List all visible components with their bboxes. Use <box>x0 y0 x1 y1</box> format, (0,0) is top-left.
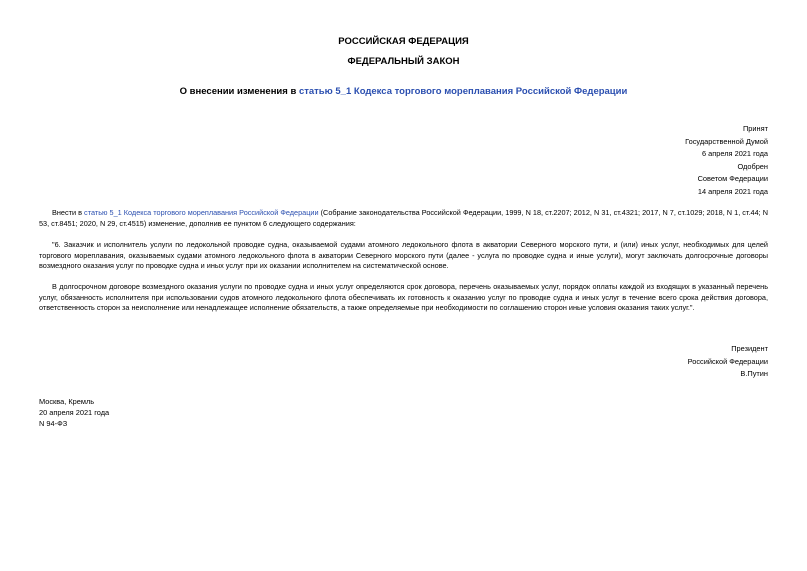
adopted-label: Принят <box>742 124 768 133</box>
law-title-link[interactable]: статью 5_1 Кодекса торгового мореплавания Российской Федерации <box>298 86 628 97</box>
approved-by: Советом Федерации <box>697 174 768 183</box>
signer-title: Президент <box>731 344 768 353</box>
law-number: N 94-ФЗ <box>39 419 68 428</box>
paragraph-amendment-link[interactable]: статью 5_1 Кодекса торгового мореплавания Российской Федерации <box>84 208 319 217</box>
approved-label: Одобрен <box>737 161 768 171</box>
approved-date: 14 апреля 2021 года <box>697 186 768 196</box>
paragraph-point-6 <box>39 240 768 272</box>
country-heading: РОССИЙСКАЯ ФЕДЕРАЦИЯ <box>338 36 469 47</box>
adopted-date: 6 апреля 2021 года <box>701 149 768 158</box>
adopted-by: Государственной Думой <box>685 136 768 146</box>
paragraph-long-term-contract-text: В долгосрочном договоре возмездного оказания услуги по проводке судна и иных услуг определяются срок договора, перечень оказываемых услуг, порядок оплаты каждой из входящих в указанный перечень услуг, обязанность исполнителя при использовании судов атомного ледокольного флота обеспечивать их готовность к оказанию услуг по проводке судна и иных услуг в течение всего срока действия договора, ответственность сторон за неисполнение или ненадлежащее исполнение обязательств, а также определяемые при необходимости по соглашению сторон иные условия оказания таких услуг.". <box>39 282 768 313</box>
place-date-block <box>39 396 109 429</box>
paragraph-amendment-suffix: (Собрание законодательства Российской Федерации, 1999, N 18, ст.2207; 2012, N 31, ст.4321; 2017, N 7, ст.1029; 2018, N 1, ст.44; N 53, ст.8451; 2020, N 29, ст.4515) изменение, дополнив ее пунктом 6 следующего содержания: <box>39 208 768 228</box>
law-type-heading: ФЕДЕРАЛЬНЫЙ ЗАКОН <box>347 56 460 67</box>
law-title-prefix: О внесении изменения в <box>179 86 299 97</box>
paragraph-point-6-text: "6. Заказчик и исполнитель услуги по ледокольной проводке судна, оказываемой судами атомного ледокольного флота в акватории Северного морского пути, и (или) иных услуг, необходимых для целей торгового мореплавания, оказываемых судами атомного ледокольного флота в акватории Северного морского пути (далее - услуга по проводке судна и иные услуги), могут заключать долгосрочные договоры возмездного оказания услуг по проводке судна и иных услуг при их оказании исполнителем на систематической основе. <box>39 240 768 271</box>
signing-place: Москва, Кремль <box>39 397 95 406</box>
law-title <box>0 86 807 97</box>
adoption-block <box>685 123 768 198</box>
signing-date: 20 апреля 2021 года <box>39 408 110 417</box>
signer-country: Российской Федерации <box>687 356 768 366</box>
signature-block <box>688 343 768 381</box>
paragraph-long-term-contract <box>39 282 768 314</box>
paragraph-amendment-prefix: Внести в <box>52 208 85 217</box>
signer-name: В.Путин <box>740 369 768 378</box>
paragraph-amendment <box>39 208 768 229</box>
